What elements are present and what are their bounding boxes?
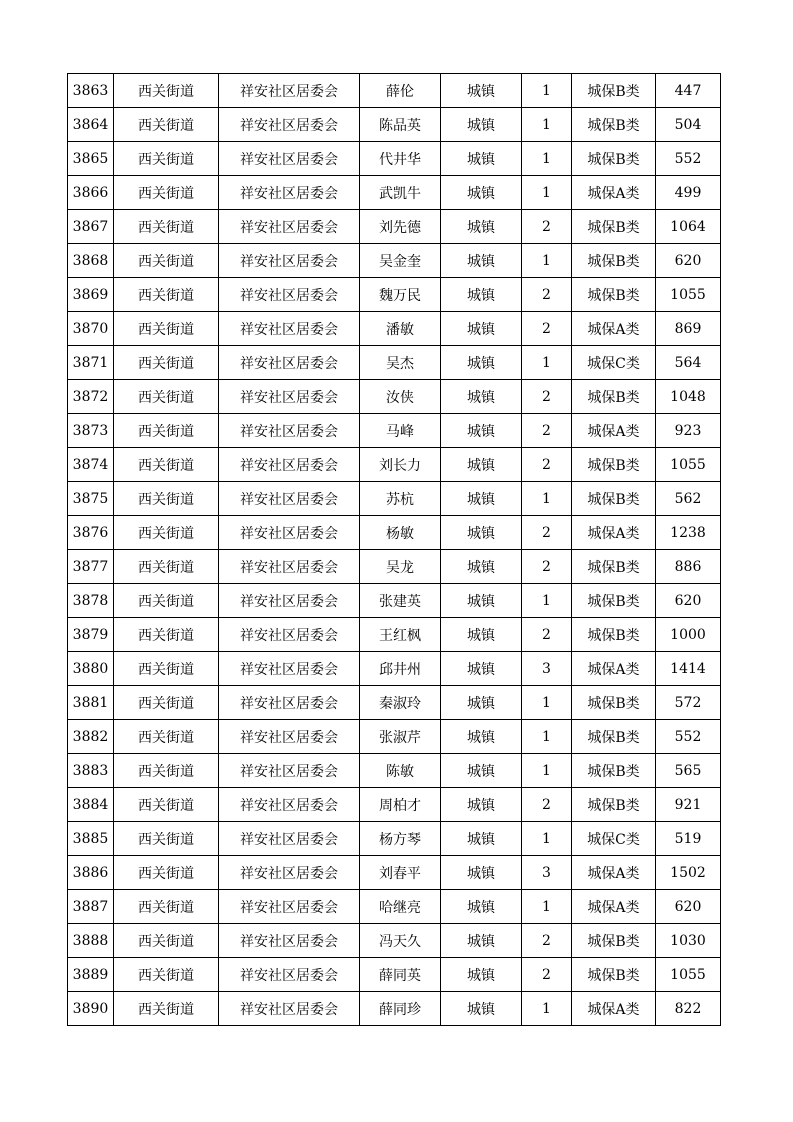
- cell-amount: 1030: [656, 924, 721, 958]
- cell-count: 1: [522, 74, 572, 108]
- table-row: [68, 74, 721, 108]
- cell-name: 哈继亮: [360, 890, 441, 924]
- cell-count: 1: [522, 244, 572, 278]
- cell-id: 3885: [68, 822, 114, 856]
- cell-count: 1: [522, 754, 572, 788]
- cell-street: 西关街道: [114, 142, 219, 176]
- cell-type: 城镇: [441, 754, 522, 788]
- cell-name: 薛伦: [360, 74, 441, 108]
- cell-count: 1: [522, 720, 572, 754]
- table-row: [68, 244, 721, 278]
- cell-count: 1: [522, 584, 572, 618]
- cell-id: 3877: [68, 550, 114, 584]
- cell-id: 3869: [68, 278, 114, 312]
- cell-count: 2: [522, 618, 572, 652]
- cell-category: 城保B类: [572, 788, 656, 822]
- cell-id: 3876: [68, 516, 114, 550]
- cell-name: 张建英: [360, 584, 441, 618]
- cell-id: 3890: [68, 992, 114, 1026]
- cell-count: 3: [522, 652, 572, 686]
- table-row: [68, 550, 721, 584]
- cell-street: 西关街道: [114, 210, 219, 244]
- table-row: [68, 754, 721, 788]
- cell-category: 城保C类: [572, 346, 656, 380]
- cell-amount: 1048: [656, 380, 721, 414]
- cell-street: 西关街道: [114, 244, 219, 278]
- cell-count: 1: [522, 890, 572, 924]
- cell-type: 城镇: [441, 992, 522, 1026]
- cell-category: 城保B类: [572, 754, 656, 788]
- cell-name: 刘先德: [360, 210, 441, 244]
- cell-name: 武凯牛: [360, 176, 441, 210]
- cell-amount: 1238: [656, 516, 721, 550]
- cell-count: 2: [522, 210, 572, 244]
- cell-committee: 祥安社区居委会: [219, 618, 360, 652]
- cell-name: 汝侠: [360, 380, 441, 414]
- cell-type: 城镇: [441, 210, 522, 244]
- cell-id: 3879: [68, 618, 114, 652]
- cell-count: 2: [522, 516, 572, 550]
- cell-count: 2: [522, 448, 572, 482]
- cell-street: 西关街道: [114, 788, 219, 822]
- cell-committee: 祥安社区居委会: [219, 924, 360, 958]
- cell-committee: 祥安社区居委会: [219, 516, 360, 550]
- cell-type: 城镇: [441, 176, 522, 210]
- cell-type: 城镇: [441, 652, 522, 686]
- cell-committee: 祥安社区居委会: [219, 278, 360, 312]
- cell-category: 城保B类: [572, 210, 656, 244]
- cell-street: 西关街道: [114, 584, 219, 618]
- cell-id: 3889: [68, 958, 114, 992]
- cell-committee: 祥安社区居委会: [219, 788, 360, 822]
- table-row: [68, 346, 721, 380]
- cell-name: 刘春平: [360, 856, 441, 890]
- cell-type: 城镇: [441, 142, 522, 176]
- cell-count: 2: [522, 312, 572, 346]
- cell-name: 吴金奎: [360, 244, 441, 278]
- cell-id: 3882: [68, 720, 114, 754]
- cell-type: 城镇: [441, 618, 522, 652]
- table-row: [68, 788, 721, 822]
- cell-name: 刘长力: [360, 448, 441, 482]
- table-row: [68, 584, 721, 618]
- cell-type: 城镇: [441, 516, 522, 550]
- cell-id: 3871: [68, 346, 114, 380]
- cell-name: 冯天久: [360, 924, 441, 958]
- cell-amount: 499: [656, 176, 721, 210]
- cell-street: 西关街道: [114, 754, 219, 788]
- cell-committee: 祥安社区居委会: [219, 550, 360, 584]
- cell-amount: 886: [656, 550, 721, 584]
- cell-type: 城镇: [441, 482, 522, 516]
- cell-amount: 1055: [656, 278, 721, 312]
- cell-committee: 祥安社区居委会: [219, 482, 360, 516]
- cell-name: 吴杰: [360, 346, 441, 380]
- cell-name: 秦淑玲: [360, 686, 441, 720]
- cell-committee: 祥安社区居委会: [219, 448, 360, 482]
- cell-type: 城镇: [441, 686, 522, 720]
- cell-id: 3888: [68, 924, 114, 958]
- cell-name: 周柏才: [360, 788, 441, 822]
- cell-street: 西关街道: [114, 278, 219, 312]
- records-table: [67, 73, 721, 1026]
- table-row: [68, 992, 721, 1026]
- cell-id: 3867: [68, 210, 114, 244]
- cell-type: 城镇: [441, 74, 522, 108]
- cell-type: 城镇: [441, 856, 522, 890]
- cell-type: 城镇: [441, 584, 522, 618]
- cell-committee: 祥安社区居委会: [219, 176, 360, 210]
- cell-committee: 祥安社区居委会: [219, 992, 360, 1026]
- cell-committee: 祥安社区居委会: [219, 890, 360, 924]
- cell-street: 西关街道: [114, 958, 219, 992]
- cell-category: 城保B类: [572, 74, 656, 108]
- cell-type: 城镇: [441, 108, 522, 142]
- cell-category: 城保B类: [572, 686, 656, 720]
- cell-amount: 620: [656, 890, 721, 924]
- cell-type: 城镇: [441, 346, 522, 380]
- cell-id: 3874: [68, 448, 114, 482]
- table-row: [68, 856, 721, 890]
- cell-category: 城保A类: [572, 414, 656, 448]
- cell-type: 城镇: [441, 244, 522, 278]
- cell-count: 1: [522, 176, 572, 210]
- cell-count: 1: [522, 992, 572, 1026]
- cell-category: 城保B类: [572, 244, 656, 278]
- cell-committee: 祥安社区居委会: [219, 414, 360, 448]
- cell-amount: 620: [656, 244, 721, 278]
- cell-amount: 822: [656, 992, 721, 1026]
- cell-id: 3884: [68, 788, 114, 822]
- cell-committee: 祥安社区居委会: [219, 74, 360, 108]
- cell-amount: 869: [656, 312, 721, 346]
- cell-category: 城保A类: [572, 992, 656, 1026]
- cell-street: 西关街道: [114, 108, 219, 142]
- cell-street: 西关街道: [114, 448, 219, 482]
- cell-street: 西关街道: [114, 516, 219, 550]
- cell-amount: 620: [656, 584, 721, 618]
- cell-type: 城镇: [441, 380, 522, 414]
- cell-amount: 923: [656, 414, 721, 448]
- cell-committee: 祥安社区居委会: [219, 584, 360, 618]
- cell-amount: 572: [656, 686, 721, 720]
- cell-type: 城镇: [441, 822, 522, 856]
- cell-amount: 921: [656, 788, 721, 822]
- cell-category: 城保B类: [572, 924, 656, 958]
- table-row: [68, 924, 721, 958]
- cell-type: 城镇: [441, 448, 522, 482]
- cell-category: 城保B类: [572, 720, 656, 754]
- table-row: [68, 176, 721, 210]
- cell-street: 西关街道: [114, 856, 219, 890]
- cell-count: 2: [522, 414, 572, 448]
- cell-committee: 祥安社区居委会: [219, 142, 360, 176]
- cell-count: 1: [522, 142, 572, 176]
- table-row: [68, 142, 721, 176]
- cell-street: 西关街道: [114, 618, 219, 652]
- cell-type: 城镇: [441, 414, 522, 448]
- cell-category: 城保B类: [572, 108, 656, 142]
- cell-type: 城镇: [441, 720, 522, 754]
- cell-id: 3872: [68, 380, 114, 414]
- cell-count: 1: [522, 346, 572, 380]
- cell-committee: 祥安社区居委会: [219, 312, 360, 346]
- cell-committee: 祥安社区居委会: [219, 686, 360, 720]
- cell-committee: 祥安社区居委会: [219, 958, 360, 992]
- cell-count: 1: [522, 822, 572, 856]
- cell-name: 吴龙: [360, 550, 441, 584]
- cell-street: 西关街道: [114, 346, 219, 380]
- cell-type: 城镇: [441, 958, 522, 992]
- cell-id: 3878: [68, 584, 114, 618]
- table-row: [68, 414, 721, 448]
- cell-id: 3868: [68, 244, 114, 278]
- cell-category: 城保B类: [572, 142, 656, 176]
- cell-category: 城保A类: [572, 176, 656, 210]
- cell-category: 城保C类: [572, 822, 656, 856]
- cell-street: 西关街道: [114, 550, 219, 584]
- cell-street: 西关街道: [114, 720, 219, 754]
- cell-name: 张淑芹: [360, 720, 441, 754]
- cell-amount: 1055: [656, 958, 721, 992]
- cell-count: 1: [522, 108, 572, 142]
- table-row: [68, 890, 721, 924]
- cell-committee: 祥安社区居委会: [219, 754, 360, 788]
- table-row: [68, 686, 721, 720]
- cell-name: 邱井州: [360, 652, 441, 686]
- table-row: [68, 958, 721, 992]
- cell-category: 城保A类: [572, 856, 656, 890]
- cell-amount: 562: [656, 482, 721, 516]
- cell-id: 3866: [68, 176, 114, 210]
- cell-category: 城保B类: [572, 482, 656, 516]
- table-row: [68, 618, 721, 652]
- cell-amount: 1000: [656, 618, 721, 652]
- cell-street: 西关街道: [114, 482, 219, 516]
- cell-id: 3864: [68, 108, 114, 142]
- cell-count: 2: [522, 958, 572, 992]
- cell-type: 城镇: [441, 312, 522, 346]
- cell-name: 潘敏: [360, 312, 441, 346]
- cell-id: 3870: [68, 312, 114, 346]
- cell-street: 西关街道: [114, 924, 219, 958]
- cell-name: 陈敏: [360, 754, 441, 788]
- cell-committee: 祥安社区居委会: [219, 380, 360, 414]
- cell-street: 西关街道: [114, 992, 219, 1026]
- cell-id: 3886: [68, 856, 114, 890]
- cell-street: 西关街道: [114, 414, 219, 448]
- cell-committee: 祥安社区居委会: [219, 244, 360, 278]
- cell-category: 城保B类: [572, 550, 656, 584]
- cell-committee: 祥安社区居委会: [219, 108, 360, 142]
- cell-name: 马峰: [360, 414, 441, 448]
- cell-amount: 504: [656, 108, 721, 142]
- cell-committee: 祥安社区居委会: [219, 210, 360, 244]
- cell-street: 西关街道: [114, 312, 219, 346]
- cell-name: 薛同珍: [360, 992, 441, 1026]
- cell-street: 西关街道: [114, 74, 219, 108]
- cell-count: 1: [522, 686, 572, 720]
- table-row: [68, 482, 721, 516]
- cell-count: 2: [522, 788, 572, 822]
- cell-amount: 552: [656, 142, 721, 176]
- table-row: [68, 652, 721, 686]
- table-row: [68, 720, 721, 754]
- cell-street: 西关街道: [114, 686, 219, 720]
- cell-committee: 祥安社区居委会: [219, 822, 360, 856]
- cell-type: 城镇: [441, 924, 522, 958]
- cell-name: 薛同英: [360, 958, 441, 992]
- cell-count: 3: [522, 856, 572, 890]
- cell-id: 3875: [68, 482, 114, 516]
- cell-id: 3880: [68, 652, 114, 686]
- cell-amount: 1414: [656, 652, 721, 686]
- table-row: [68, 108, 721, 142]
- cell-count: 2: [522, 550, 572, 584]
- cell-category: 城保B类: [572, 618, 656, 652]
- cell-name: 苏杭: [360, 482, 441, 516]
- cell-committee: 祥安社区居委会: [219, 346, 360, 380]
- table-row: [68, 516, 721, 550]
- cell-amount: 519: [656, 822, 721, 856]
- cell-committee: 祥安社区居委会: [219, 720, 360, 754]
- table-row: [68, 312, 721, 346]
- cell-category: 城保B类: [572, 278, 656, 312]
- cell-amount: 1055: [656, 448, 721, 482]
- table-row: [68, 278, 721, 312]
- cell-amount: 565: [656, 754, 721, 788]
- cell-count: 2: [522, 380, 572, 414]
- cell-amount: 564: [656, 346, 721, 380]
- cell-category: 城保A类: [572, 312, 656, 346]
- cell-count: 2: [522, 278, 572, 312]
- cell-category: 城保A类: [572, 516, 656, 550]
- cell-name: 陈品英: [360, 108, 441, 142]
- table-row: [68, 380, 721, 414]
- cell-type: 城镇: [441, 278, 522, 312]
- cell-amount: 1064: [656, 210, 721, 244]
- cell-count: 1: [522, 482, 572, 516]
- cell-category: 城保B类: [572, 380, 656, 414]
- table-body: [68, 74, 721, 1026]
- cell-id: 3865: [68, 142, 114, 176]
- cell-name: 代井华: [360, 142, 441, 176]
- cell-id: 3887: [68, 890, 114, 924]
- cell-id: 3873: [68, 414, 114, 448]
- cell-id: 3881: [68, 686, 114, 720]
- table-row: [68, 822, 721, 856]
- cell-name: 杨敏: [360, 516, 441, 550]
- cell-type: 城镇: [441, 550, 522, 584]
- cell-committee: 祥安社区居委会: [219, 856, 360, 890]
- table-row: [68, 210, 721, 244]
- cell-street: 西关街道: [114, 890, 219, 924]
- cell-count: 2: [522, 924, 572, 958]
- cell-category: 城保A类: [572, 652, 656, 686]
- cell-category: 城保A类: [572, 890, 656, 924]
- cell-name: 杨方琴: [360, 822, 441, 856]
- cell-category: 城保B类: [572, 448, 656, 482]
- cell-street: 西关街道: [114, 822, 219, 856]
- cell-category: 城保B类: [572, 958, 656, 992]
- cell-id: 3883: [68, 754, 114, 788]
- cell-amount: 1502: [656, 856, 721, 890]
- cell-type: 城镇: [441, 788, 522, 822]
- cell-committee: 祥安社区居委会: [219, 652, 360, 686]
- cell-type: 城镇: [441, 890, 522, 924]
- cell-name: 王红枫: [360, 618, 441, 652]
- cell-category: 城保B类: [572, 584, 656, 618]
- cell-street: 西关街道: [114, 176, 219, 210]
- cell-amount: 552: [656, 720, 721, 754]
- table-row: [68, 448, 721, 482]
- cell-street: 西关街道: [114, 652, 219, 686]
- cell-street: 西关街道: [114, 380, 219, 414]
- cell-id: 3863: [68, 74, 114, 108]
- cell-amount: 447: [656, 74, 721, 108]
- cell-name: 魏万民: [360, 278, 441, 312]
